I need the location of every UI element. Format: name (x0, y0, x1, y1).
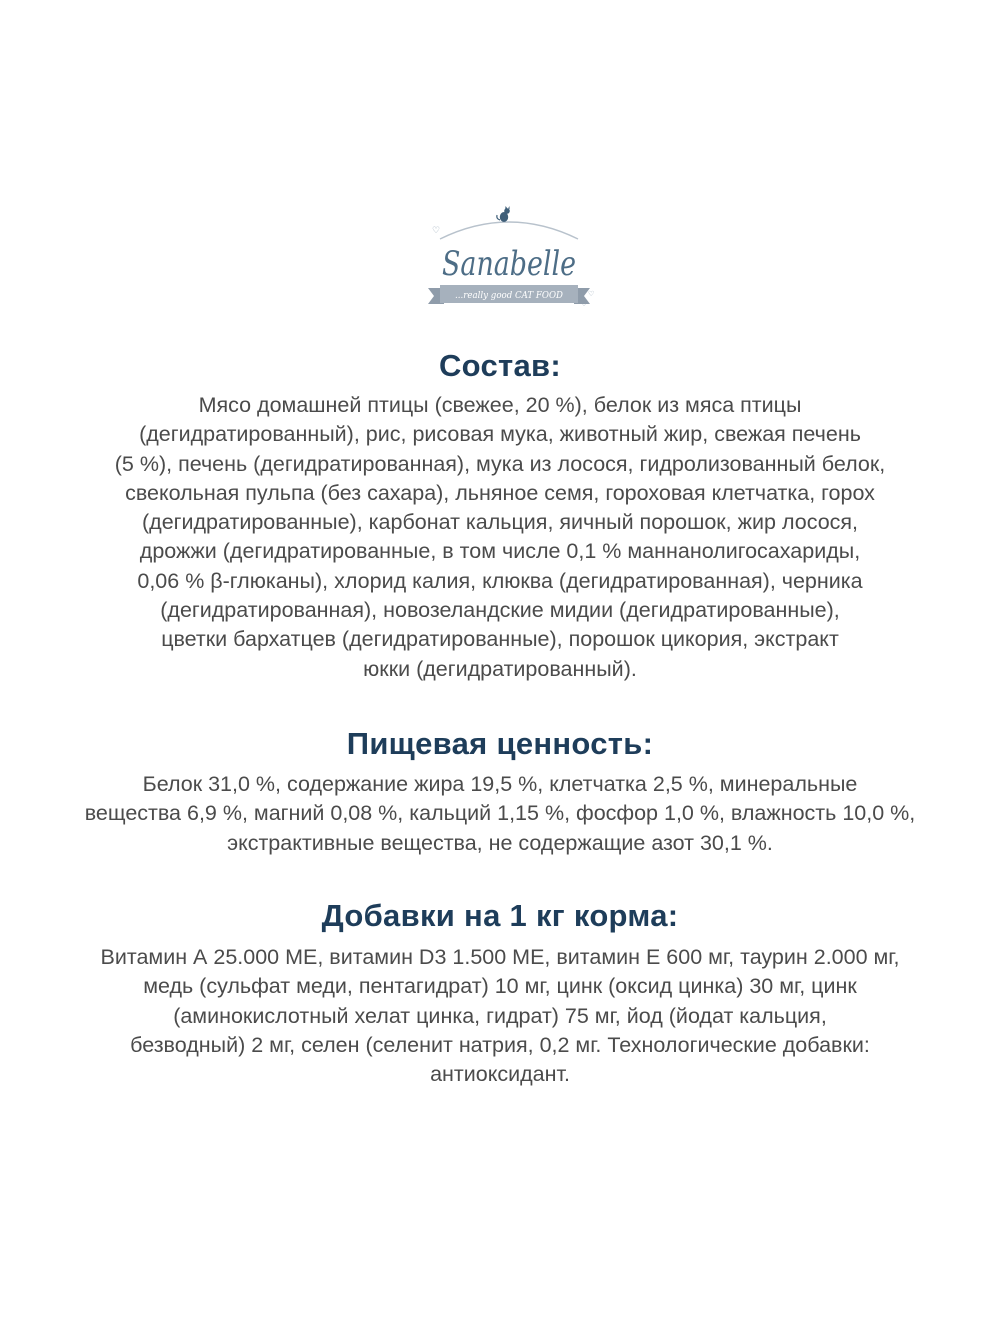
composition-line: (дегидратированная), новозеландские мидии (дегидратированные), (160, 598, 840, 623)
composition-line: (дегидратированные), карбонат кальция, яичный порошок, жир лосося, (141, 510, 859, 535)
nutrition-text (0, 770, 1000, 858)
additives-line: Витамин А 25.000 МЕ, витамин D3 1.500 МЕ, витамин Е 600 мг, таурин 2.000 мг, (100, 945, 900, 969)
additives-line: медь (сульфат меди, пентагидрат) 10 мг, цинк (оксид цинка) 30 мг, цинк (143, 974, 857, 999)
additives-heading: Добавки на 1 кг корма: (321, 898, 679, 933)
composition-line: цветки бархатцев (дегидратированные), порошок цикория, экстракт (161, 627, 839, 652)
composition-line: свекольная пульпа (без сахара), льняное семя, гороховая клетчатка, горох (125, 480, 875, 505)
nutrition-line: вещества 6,9 %, магний 0,08 %, кальций 1,15 %, фосфор 1,0 %, влажность 10,0 %, (84, 801, 916, 826)
heart-icon: ♡ (432, 226, 441, 236)
additives-line: (аминокислотный хелат цинка, гидрат) 75 мг, йод (йодат кальция, (173, 1003, 827, 1028)
composition-heading: Состав: (438, 348, 562, 383)
composition-line: дрожжи (дегидратированные, в том числе 0,1 % маннанолигосахариды, (139, 539, 861, 564)
heart-icon: ♡ (588, 290, 595, 298)
logo-tagline: ...really good CAT FOOD (455, 290, 564, 301)
composition-line: 0,06 % β-глюканы), хлорид калия, клюква (дегидратированная), черника (137, 568, 863, 593)
composition-line: юкки (дегидратированный). (363, 656, 637, 681)
additives-text (0, 943, 1000, 1089)
additives-line: безводный) 2 мг, селен (селенит натрия, 0,2 мг. Технологические добавки: (130, 1032, 870, 1057)
logo-name: Sanabelle (442, 244, 576, 284)
nutrition-section (0, 724, 1000, 858)
composition-line: (дегидратированный), рис, рисовая мука, животный жир, свежая печень (139, 422, 861, 447)
sanabelle-logo (418, 205, 600, 323)
nutrition-line: экстрактивные вещества, не содержащие азот 30,1 %. (227, 830, 773, 855)
cat-icon (497, 206, 510, 222)
nutrition-heading: Пищевая ценность: (346, 726, 654, 761)
composition-text (0, 391, 1000, 684)
composition-line: (5 %), печень (дегидратированная), мука из лосося, гидролизованный белок, (114, 451, 886, 476)
nutrition-line: Белок 31,0 %, содержание жира 19,5 %, клетчатка 2,5 %, минеральные (142, 772, 858, 796)
additives-section (0, 896, 1000, 1089)
composition-section (0, 346, 1000, 684)
additives-line: антиоксидант. (430, 1062, 570, 1087)
composition-line: Мясо домашней птицы (свежее, 20 %), белок из мяса птицы (198, 393, 802, 417)
